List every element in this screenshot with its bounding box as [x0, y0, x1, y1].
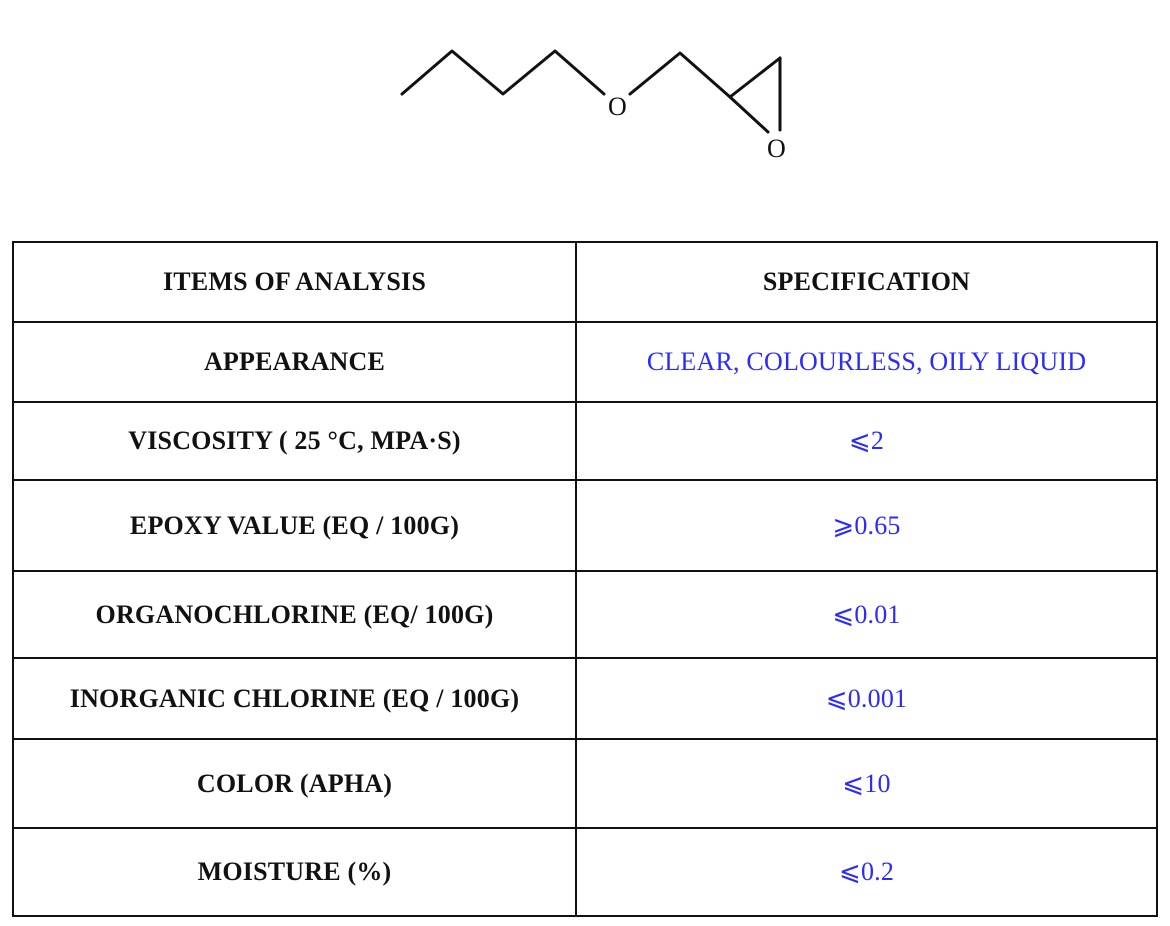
item-cell: EPOXY VALUE (EQ / 100G) — [13, 480, 576, 571]
epoxide-ring-bond-top — [730, 58, 780, 97]
item-cell: COLOR (APHA) — [13, 739, 576, 828]
table-row — [13, 828, 1157, 916]
spec-cell: CLEAR, COLOURLESS, OILY LIQUID — [576, 322, 1157, 402]
spec-cell: ⩾0.65 — [576, 480, 1157, 571]
table-row — [13, 480, 1157, 571]
spec-cell: ⩽2 — [576, 402, 1157, 480]
ether-bond — [630, 53, 730, 97]
table-row — [13, 739, 1157, 828]
header-items-of-analysis: ITEMS OF ANALYSIS — [13, 242, 576, 322]
chemical-structure — [0, 0, 1170, 200]
item-cell: VISCOSITY ( 25 °C, MPA·S) — [13, 402, 576, 480]
table-header-row — [13, 242, 1157, 322]
spec-cell: ⩽0.2 — [576, 828, 1157, 916]
item-cell: APPEARANCE — [13, 322, 576, 402]
header-specification: SPECIFICATION — [576, 242, 1157, 322]
spec-cell: ⩽0.01 — [576, 571, 1157, 658]
epoxide-oxygen-label: O — [767, 134, 786, 163]
table-row — [13, 322, 1157, 402]
specification-table — [12, 241, 1158, 917]
item-cell: INORGANIC CHLORINE (EQ / 100G) — [13, 658, 576, 739]
table-row — [13, 402, 1157, 480]
spec-cell: ⩽0.001 — [576, 658, 1157, 739]
item-cell: MOISTURE (%) — [13, 828, 576, 916]
spec-cell: ⩽10 — [576, 739, 1157, 828]
table-row — [13, 658, 1157, 739]
epoxide-ring-bond-left — [730, 97, 768, 132]
butyl-glycidyl-ether-structure — [0, 0, 1170, 200]
butyl-chain-bond — [402, 51, 604, 94]
item-cell: ORGANOCHLORINE (EQ/ 100G) — [13, 571, 576, 658]
table-row — [13, 571, 1157, 658]
ether-oxygen-label: O — [608, 92, 627, 121]
